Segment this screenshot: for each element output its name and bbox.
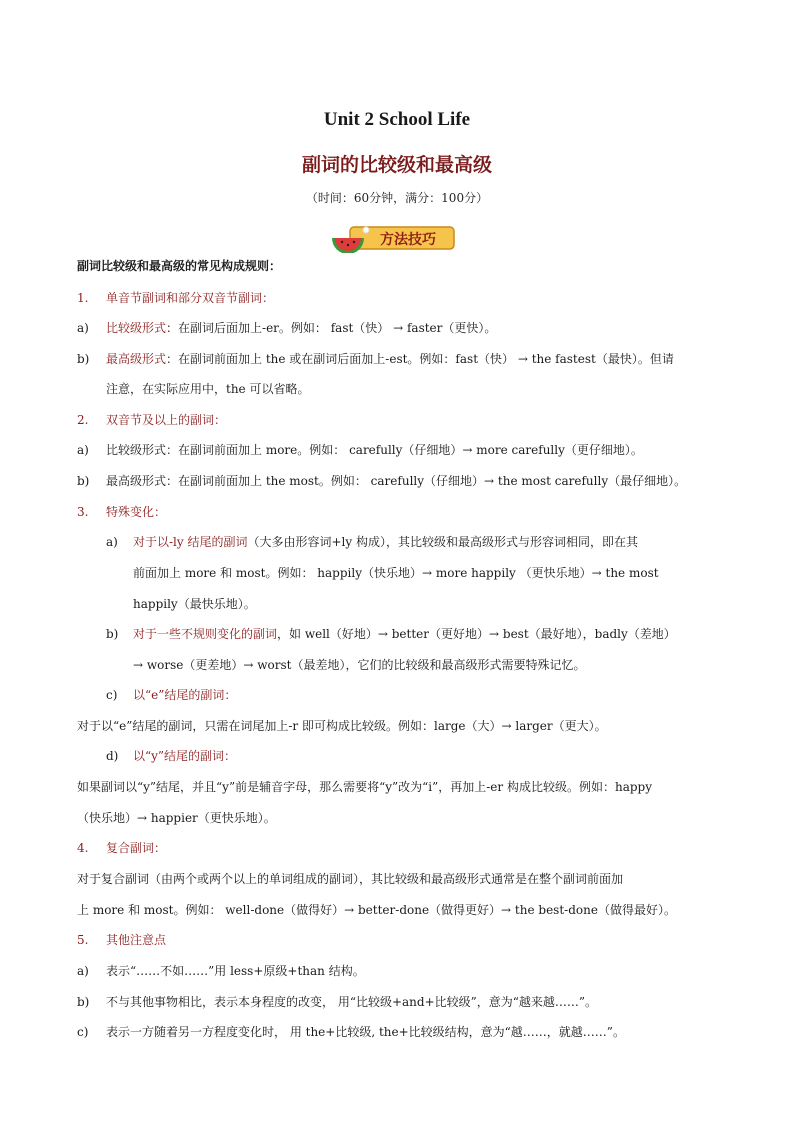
s1-b-text-2: 注意，在实际应用中，the 可以省略。: [106, 382, 310, 396]
s3-a-text: [133, 534, 638, 550]
s1-a-term: 比较级形式: [106, 321, 167, 335]
s3-a-label: a): [106, 535, 118, 549]
s3-d-term: 以“y”结尾的副词：: [133, 749, 237, 763]
s1-b-body: ：在副词前面加上 the 或在副词后面加上-est。例如：fast（快） → the fastest（最快）。但请: [166, 352, 674, 366]
s1-b-text: [106, 351, 674, 367]
page-title: Unit 2 School Life: [323, 109, 471, 130]
s2-b-label: b): [77, 474, 90, 488]
s5-a-text: 表示“……不如……”用 less+原级+than 结构。: [106, 964, 365, 978]
time-note: （时间：60分钟，满分：100分）: [305, 191, 489, 205]
s3-a-body: （大多由形容词+ly 构成），其比较级和最高级形式与形容词相同，即在其: [247, 535, 638, 549]
s3-c-term: 以“e”结尾的副词：: [133, 688, 237, 702]
s3-d-label: d): [106, 749, 119, 763]
s2-a-label: a): [77, 443, 89, 457]
s5-b-text: 不与其他事物相比，表示本身程度的改变， 用“比较级+and+比较级”，意为“越来越……”。: [106, 995, 598, 1009]
s2-b-text: 最高级形式：在副词前面加上 the most。例如： carefully（仔细地）→ the most carefully（最仔细地）。: [106, 474, 687, 488]
s4-text-2: 上 more 和 most。例如： well-done（做得好）→ better-done（做得更好）→ the best-done（做得最好）。: [77, 903, 676, 917]
s3-a-text-2: 前面加上 more 和 most。例如： happily（快乐地）→ more happily （更快乐地）→ the most: [133, 566, 659, 580]
s3-b-body: ，如 well（好地）→ better（更好地）→ best（最好地），badly（差地）: [277, 627, 676, 641]
s3-b-term: 对于一些不规则变化的副词: [133, 627, 278, 641]
s3-a-term: 对于以-ly 结尾的副词: [133, 535, 248, 549]
section-5-number: 5.: [77, 933, 89, 947]
section-3-heading: 特殊变化：: [106, 505, 167, 519]
section-5-heading: 其他注意点: [106, 933, 167, 947]
intro-heading: 副词比较级和最高级的常见构成规则：: [77, 259, 282, 273]
s3-a-text-3: happily（最快乐地）。: [133, 597, 256, 611]
s4-text: 对于复合副词（由两个或两个以上的单词组成的副词），其比较级和最高级形式通常是在整个副词前面加: [77, 872, 624, 886]
section-4-heading: 复合副词：: [106, 841, 167, 855]
s3-c-text: 对于以“e”结尾的副词，只需在词尾加上-r 即可构成比较级。例如：large（大）→ larger（更大）。: [77, 719, 607, 733]
s3-b-text-2: → worse（更差地）→ worst（最差地），它们的比较级和最高级形式需要特殊记忆。: [133, 658, 586, 672]
section-3-number: 3.: [77, 505, 89, 519]
section-2-number: 2.: [77, 413, 89, 427]
section-4-number: 4.: [77, 841, 89, 855]
s3-d-text: 如果副词以“y”结尾，并且“y”前是辅音字母，那么需要将“y”改为“i”，再加上-er 构成比较级。例如：happy: [77, 780, 652, 794]
s5-c-text: 表示一方随着另一方程度变化时， 用 the+比较级, the+比较级结构，意为“越……，就越……”。: [106, 1025, 625, 1039]
method-banner: [330, 222, 456, 253]
s3-b-text: [133, 626, 676, 642]
page-subtitle: 副词的比较级和最高级: [301, 154, 492, 176]
s2-a-text: 比较级形式：在副词前面加上 more。例如： carefully（仔细地）→ more carefully（更仔细地）。: [106, 443, 643, 457]
s1-b-term: 最高级形式: [106, 352, 167, 366]
banner-label: 方法技巧: [380, 232, 436, 248]
s1-a-body: ：在副词后面加上-er。例如： fast（快） → faster（更快）。: [166, 321, 497, 335]
section-1-heading: 单音节副词和部分双音节副词：: [106, 291, 275, 305]
s3-b-label: b): [106, 627, 119, 641]
section-1-number: 1.: [77, 291, 89, 305]
section-2-heading: 双音节及以上的副词：: [106, 413, 227, 427]
s5-c-label: c): [77, 1025, 89, 1039]
s5-b-label: b): [77, 995, 90, 1009]
s5-a-label: a): [77, 964, 89, 978]
s1-a-text: [106, 320, 496, 336]
s1-a-label: a): [77, 321, 89, 335]
s1-b-label: b): [77, 352, 90, 366]
s3-c-label: c): [106, 688, 118, 702]
s3-d-text-2: （快乐地）→ happier（更快乐地）。: [77, 811, 276, 825]
